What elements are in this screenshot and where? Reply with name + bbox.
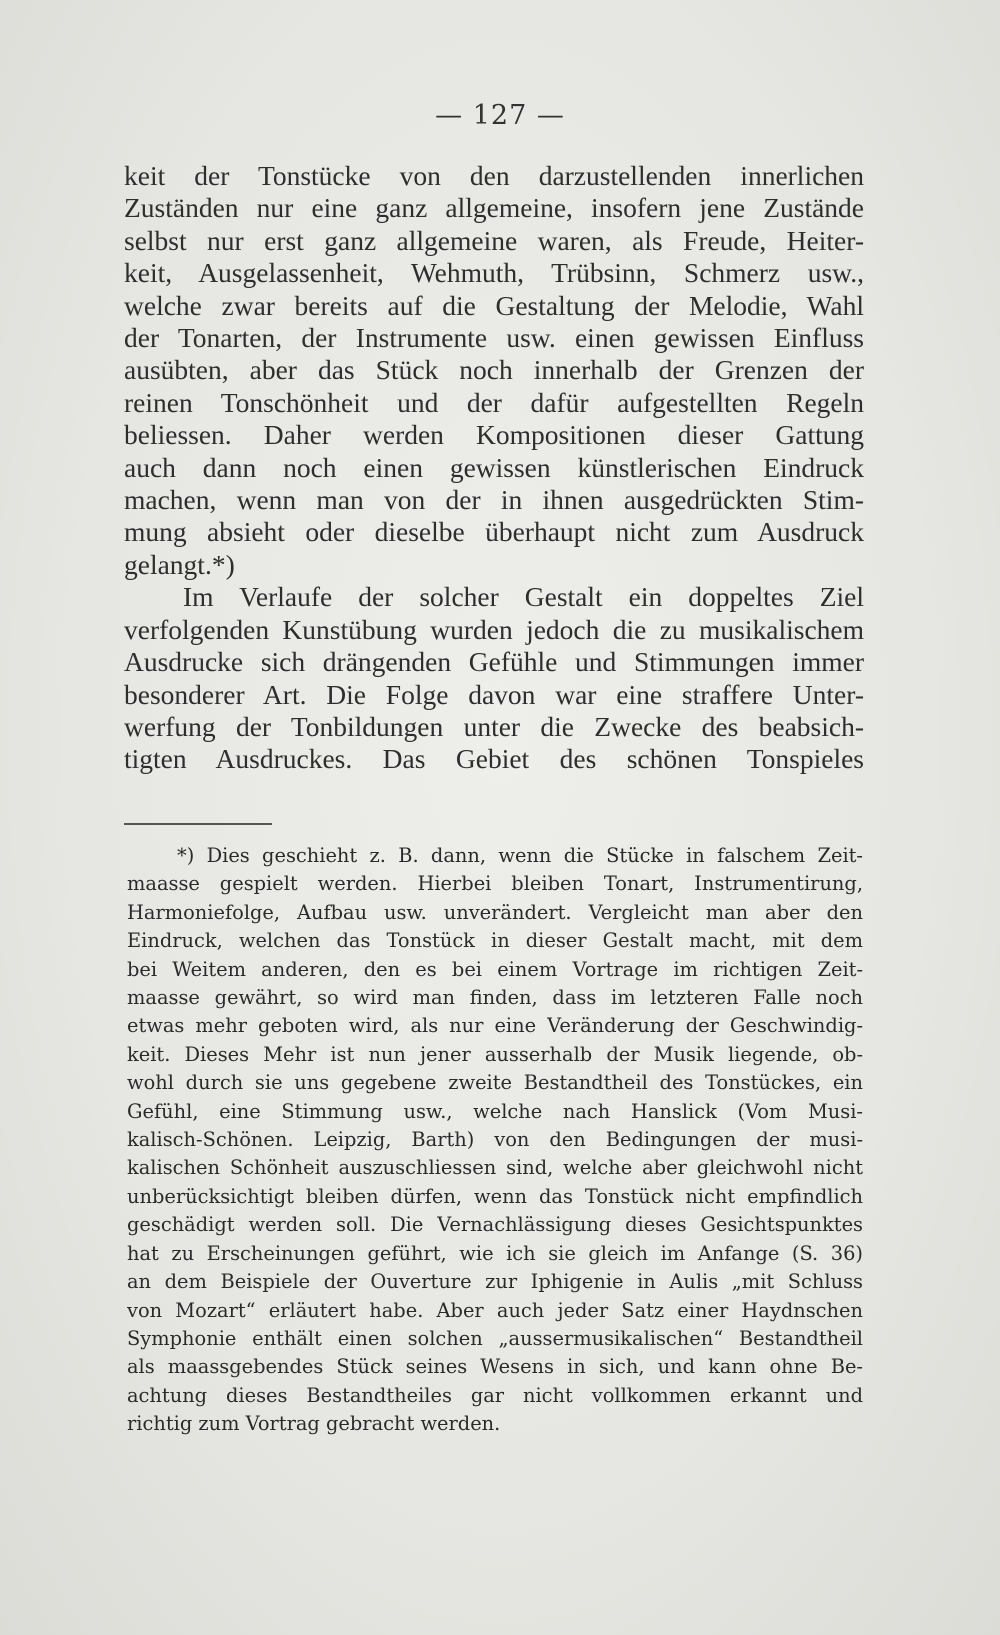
footnote — [127, 842, 863, 1439]
footnote-line: als maassgebendes Stück seines Wesens in sich, und kann ohne Be- — [127, 1355, 863, 1379]
footnote-line: keit. Dieses Mehr ist nun jener ausserhalb der Musik liegende, ob- — [127, 1042, 863, 1066]
text-line: welche zwar bereits auf die Gestaltung der Melodie, Wahl — [124, 289, 864, 321]
text-line: selbst nur erst ganz allgemeine waren, als Freude, Heiter- — [124, 224, 864, 256]
text-line: Ausdrucke sich drängenden Gefühle und Stimmungen immer — [124, 646, 864, 678]
footnote-line: Gefühl, eine Stimmung usw., welche nach Hanslick (Vom Musi- — [127, 1099, 863, 1123]
text-line: auch dann noch einen gewissen künstlerischen Eindruck — [124, 451, 864, 483]
text-line: tigten Ausdruckes. Das Gebiet des schönen Tonspieles — [124, 743, 864, 775]
footnote-line: hat zu Erscheinungen geführt, wie ich sie gleich im Anfange (S. 36) — [127, 1241, 863, 1265]
footnote-line: von Mozart“ erläutert habe. Aber auch jeder Satz einer Haydnschen — [127, 1298, 863, 1322]
footnote-line: Harmoniefolge, Aufbau usw. unverändert. Vergleicht man aber den — [127, 900, 863, 924]
footnote-line: maasse gewährt, so wird man finden, dass im letzteren Falle noch — [127, 986, 863, 1010]
text-line: gelangt.*) — [124, 548, 235, 580]
footnote-line: maasse gespielt werden. Hierbei bleiben Tonart, Instrumentirung, — [127, 872, 863, 896]
text-line: keit, Ausgelassenheit, Wehmuth, Trübsinn, Schmerz usw., — [124, 257, 864, 289]
text-line: werfung der Tonbildungen unter die Zwecke des beabsich- — [124, 710, 864, 742]
text-line: ausübten, aber das Stück noch innerhalb der Grenzen der — [124, 354, 864, 386]
footnote-line: achtung dieses Bestandtheiles gar nicht vollkommen erkannt und — [127, 1383, 863, 1407]
footnote-line: etwas mehr geboten wird, als nur eine Veränderung der Geschwindig- — [127, 1014, 863, 1038]
text-line: reinen Tonschönheit und der dafür aufgestellten Regeln — [124, 386, 864, 418]
text-line: der Tonarten, der Instrumente usw. einen gewissen Einfluss — [124, 322, 864, 354]
main-text — [124, 160, 864, 776]
text-line: machen, wenn man von der in ihnen ausgedrückten Stim- — [124, 484, 864, 516]
footnote-line: wohl durch sie uns gegebene zweite Bestandtheil des Tonstückes, ein — [127, 1071, 863, 1095]
text-line: besonderer Art. Die Folge davon war eine straffere Unter- — [124, 678, 864, 710]
text-line: Zuständen nur eine ganz allgemeine, insofern jene Zustände — [124, 192, 864, 224]
footnote-line: Eindruck, welchen das Tonstück in dieser Gestalt macht, mit dem — [127, 929, 863, 953]
footnote-line: unberücksichtigt bleiben dürfen, wenn das Tonstück nicht empfindlich — [127, 1184, 863, 1208]
page-number: — 127 — — [435, 100, 565, 131]
text-line: verfolgenden Kunstübung wurden jedoch die zu musikalischem — [124, 613, 864, 645]
footnote-line: an dem Beispiele der Ouverture zur Iphigenie in Aulis „mit Schluss — [127, 1270, 863, 1294]
text-line: beliessen. Daher werden Kompositionen dieser Gattung — [124, 419, 864, 451]
footnote-line: geschädigt werden soll. Die Vernachlässigung dieses Gesichtspunktes — [127, 1213, 863, 1237]
footnote-line: kalischen Schönheit auszuschliessen sind, welche aber gleichwohl nicht — [127, 1156, 863, 1180]
footnote-divider — [124, 823, 272, 825]
footnote-line: richtig zum Vortrag gebracht werden. — [127, 1412, 501, 1436]
footnote-line: kalisch-Schönen. Leipzig, Barth) von den Bedingungen der musi- — [127, 1128, 863, 1152]
text-line: mung absieht oder dieselbe überhaupt nicht zum Ausdruck — [124, 516, 864, 548]
footnote-line: *) Dies geschieht z. B. dann, wenn die Stücke in falschem Zeit- — [177, 844, 863, 867]
text-line: Im Verlaufe der solcher Gestalt ein doppeltes Ziel — [183, 581, 864, 613]
footnote-line: Symphonie enthält einen solchen „aussermusikalischen“ Bestandtheil — [127, 1326, 863, 1350]
text-line: keit der Tonstücke von den darzustellenden innerlichen — [124, 160, 864, 191]
footnote-line: bei Weitem anderen, den es bei einem Vortrage im richtigen Zeit- — [127, 957, 863, 981]
